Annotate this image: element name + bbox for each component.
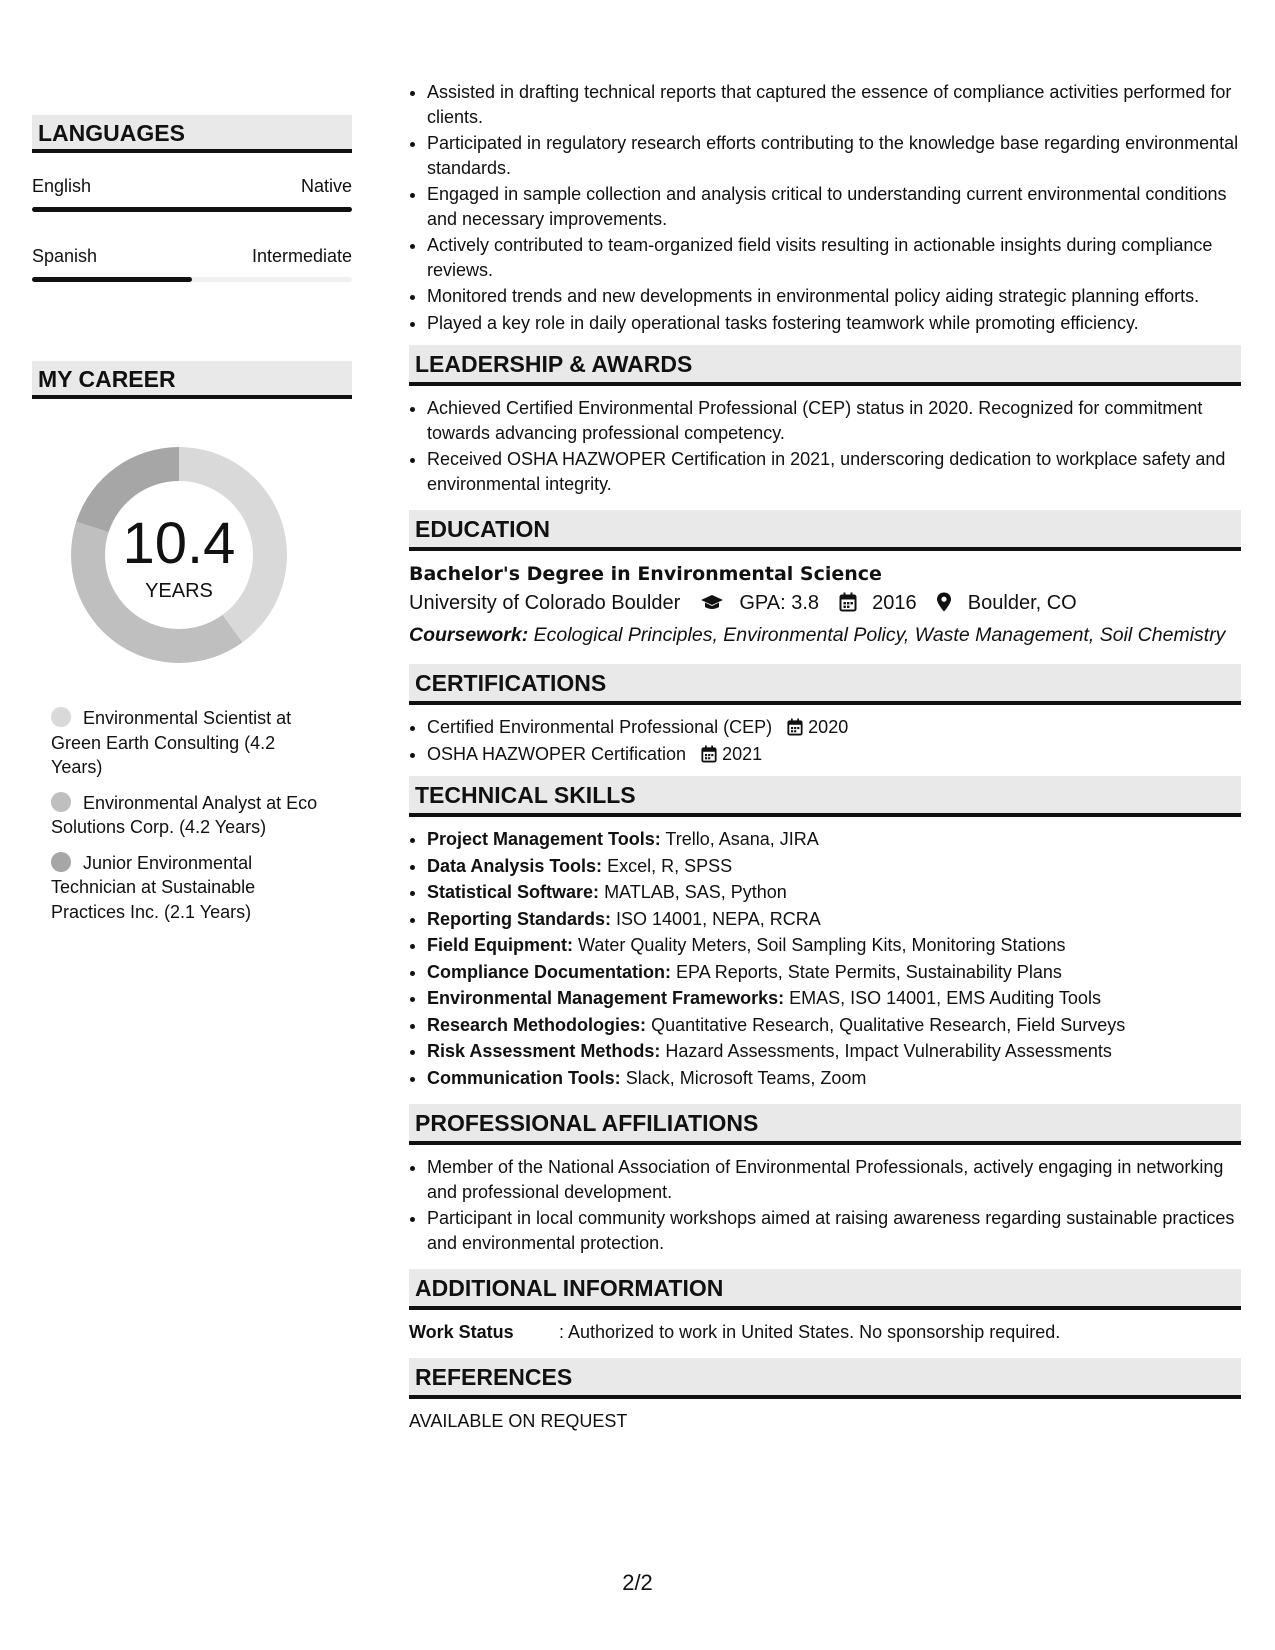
skill-item — [427, 960, 1241, 985]
skill-category: Project Management Tools: — [427, 829, 661, 849]
coursework — [409, 623, 1241, 648]
coursework-list: Ecological Principles, Environmental Policy, Waste Management, Soil Chemistry — [533, 624, 1226, 646]
skill-item — [427, 986, 1241, 1011]
skill-category: Reporting Standards: — [427, 908, 612, 929]
list-item: • Monitored trends and new developments in environmental policy aiding strategic planning efforts. — [427, 284, 1241, 309]
skill-category: Communication Tools: — [427, 1067, 621, 1088]
certification-item — [427, 742, 1241, 767]
skills-list — [409, 827, 1241, 1090]
language-level: Native — [300, 176, 352, 196]
certification-name: Certified Environmental Professional (CEP) — [427, 717, 773, 737]
school-location: Boulder, CO — [967, 592, 1077, 614]
language-item-english — [32, 176, 352, 212]
skill-values: Water Quality Meters, Soil Sampling Kits, Monitoring Stations — [578, 935, 1066, 955]
work-status-value: : Authorized to work in United States. No sponsorship required. — [559, 1322, 1061, 1342]
career-legend-item — [51, 706, 321, 780]
language-item-spanish — [32, 246, 352, 282]
legend-color-dot — [51, 852, 71, 872]
skill-category: Field Equipment: — [427, 935, 573, 955]
certification-item — [427, 715, 1241, 740]
list-item: • Played a key role in daily operational tasks fostering teamwork while promoting efficiency. — [427, 311, 1241, 336]
language-name: English — [32, 176, 92, 196]
education-heading: EDUCATION — [409, 510, 1241, 551]
skill-category: Environmental Management Frameworks: — [427, 988, 785, 1008]
language-name: Spanish — [32, 246, 98, 266]
school-name: University of Colorado Boulder — [409, 592, 681, 614]
career-legend-item — [51, 851, 321, 925]
page-number: 2/2 — [622, 1570, 653, 1595]
career-legend — [51, 706, 321, 935]
career-years-label: YEARS — [145, 580, 213, 602]
gpa: GPA: 3.8 — [739, 592, 820, 614]
skill-category: Statistical Software: — [427, 882, 600, 902]
skill-values: Hazard Assessments, Impact Vulnerability Assessments — [665, 1041, 1112, 1061]
skill-values: Quantitative Research, Qualitative Research, Field Surveys — [651, 1014, 1126, 1035]
degree-title: Bachelor's Degree in Environmental Science — [409, 563, 882, 585]
list-item: • Member of the National Association of Environmental Professionals, actively engaging in networking and professional development. — [427, 1155, 1241, 1204]
skill-item — [427, 907, 1241, 932]
additional-info-heading: ADDITIONAL INFORMATION — [409, 1269, 1241, 1310]
map-pin-icon — [936, 592, 952, 612]
career-donut-chart — [66, 442, 292, 668]
calendar-icon — [787, 718, 803, 736]
calendar-icon — [701, 745, 717, 763]
work-status-label: Work Status — [409, 1322, 514, 1342]
work-status-row — [409, 1320, 1241, 1344]
references-text: AVAILABLE ON REQUEST — [409, 1411, 628, 1431]
certifications-heading: CERTIFICATIONS — [409, 664, 1241, 705]
list-item: • Actively contributed to team-organized field visits resulting in actionable insights during compliance reviews. — [427, 233, 1241, 282]
skill-values: EMAS, ISO 14001, EMS Auditing Tools — [789, 988, 1101, 1008]
skill-values: Excel, R, SPSS — [607, 855, 733, 876]
references-heading: REFERENCES — [409, 1358, 1241, 1399]
skill-values: EPA Reports, State Permits, Sustainability Plans — [676, 961, 1062, 982]
skill-item — [427, 827, 1241, 852]
calendar-icon — [839, 592, 857, 612]
leadership-list — [409, 396, 1241, 496]
skill-category: Data Analysis Tools: — [427, 855, 603, 876]
graduation-year: 2016 — [872, 592, 917, 614]
career-total-years: 10.4 — [122, 511, 236, 576]
certification-year: 2021 — [722, 743, 763, 764]
skill-item — [427, 854, 1241, 879]
list-item: • Received OSHA HAZWOPER Certification in 2021, underscoring dedication to workplace safety and environmental integrity. — [427, 447, 1241, 496]
skill-values: Slack, Microsoft Teams, Zoom — [625, 1067, 867, 1088]
skills-heading: TECHNICAL SKILLS — [409, 776, 1241, 817]
career-legend-label: Junior Environmental Technician at Sustainable Practices Inc. (2.1 Years) — [51, 852, 256, 922]
affiliations-list — [409, 1155, 1241, 1255]
list-item: • Participant in local community workshops aimed at raising awareness regarding sustainable practices and environmental protection. — [427, 1206, 1241, 1255]
skill-category: Research Methodologies: — [427, 1014, 647, 1035]
skill-category: Compliance Documentation: — [427, 961, 672, 982]
skill-item — [427, 1066, 1241, 1091]
certification-name: OSHA HAZWOPER Certification — [427, 743, 687, 764]
graduation-cap-icon — [700, 594, 724, 612]
proficiency-bar — [32, 277, 352, 282]
education-details — [409, 587, 1241, 619]
list-item: • Assisted in drafting technical reports that captured the essence of compliance activities performed for clients. — [427, 80, 1241, 129]
list-item: • Engaged in sample collection and analysis critical to understanding current environmental conditions and necessary improvements. — [427, 182, 1241, 231]
proficiency-bar-fill — [32, 207, 352, 212]
career-legend-label: Environmental Scientist at Green Earth Consulting (4.2 Years) — [51, 708, 292, 777]
proficiency-bar — [32, 207, 352, 212]
skill-item — [427, 933, 1241, 958]
list-item: • Achieved Certified Environmental Professional (CEP) status in 2020. Recognized for commitment towards advancing professional competency. — [427, 396, 1241, 445]
experience-bullets — [409, 80, 1241, 335]
legend-color-dot — [51, 707, 71, 727]
skill-category: Risk Assessment Methods: — [427, 1041, 661, 1061]
skill-values: MATLAB, SAS, Python — [604, 882, 787, 902]
skill-values: ISO 14001, NEPA, RCRA — [616, 908, 821, 929]
skill-item — [427, 1013, 1241, 1038]
proficiency-bar-fill — [32, 277, 192, 282]
certifications-list — [409, 715, 1241, 766]
career-heading: MY CAREER — [32, 361, 352, 399]
legend-color-dot — [51, 792, 71, 812]
language-level: Intermediate — [251, 246, 352, 266]
coursework-label: Coursework: — [409, 624, 529, 646]
leadership-heading: LEADERSHIP & AWARDS — [409, 345, 1241, 386]
career-legend-item — [51, 791, 321, 840]
affiliations-heading: PROFESSIONAL AFFILIATIONS — [409, 1104, 1241, 1145]
skill-values: Trello, Asana, JIRA — [665, 829, 819, 849]
skill-item — [427, 880, 1241, 905]
skill-item — [427, 1039, 1241, 1064]
main-content — [409, 80, 1241, 1433]
certification-year: 2020 — [808, 717, 849, 737]
list-item: • Participated in regulatory research efforts contributing to the knowledge base regarding environmental standards. — [427, 131, 1241, 180]
languages-heading: LANGUAGES — [32, 115, 352, 153]
career-legend-label: Environmental Analyst at Eco Solutions Corp. (4.2 Years) — [51, 792, 318, 837]
